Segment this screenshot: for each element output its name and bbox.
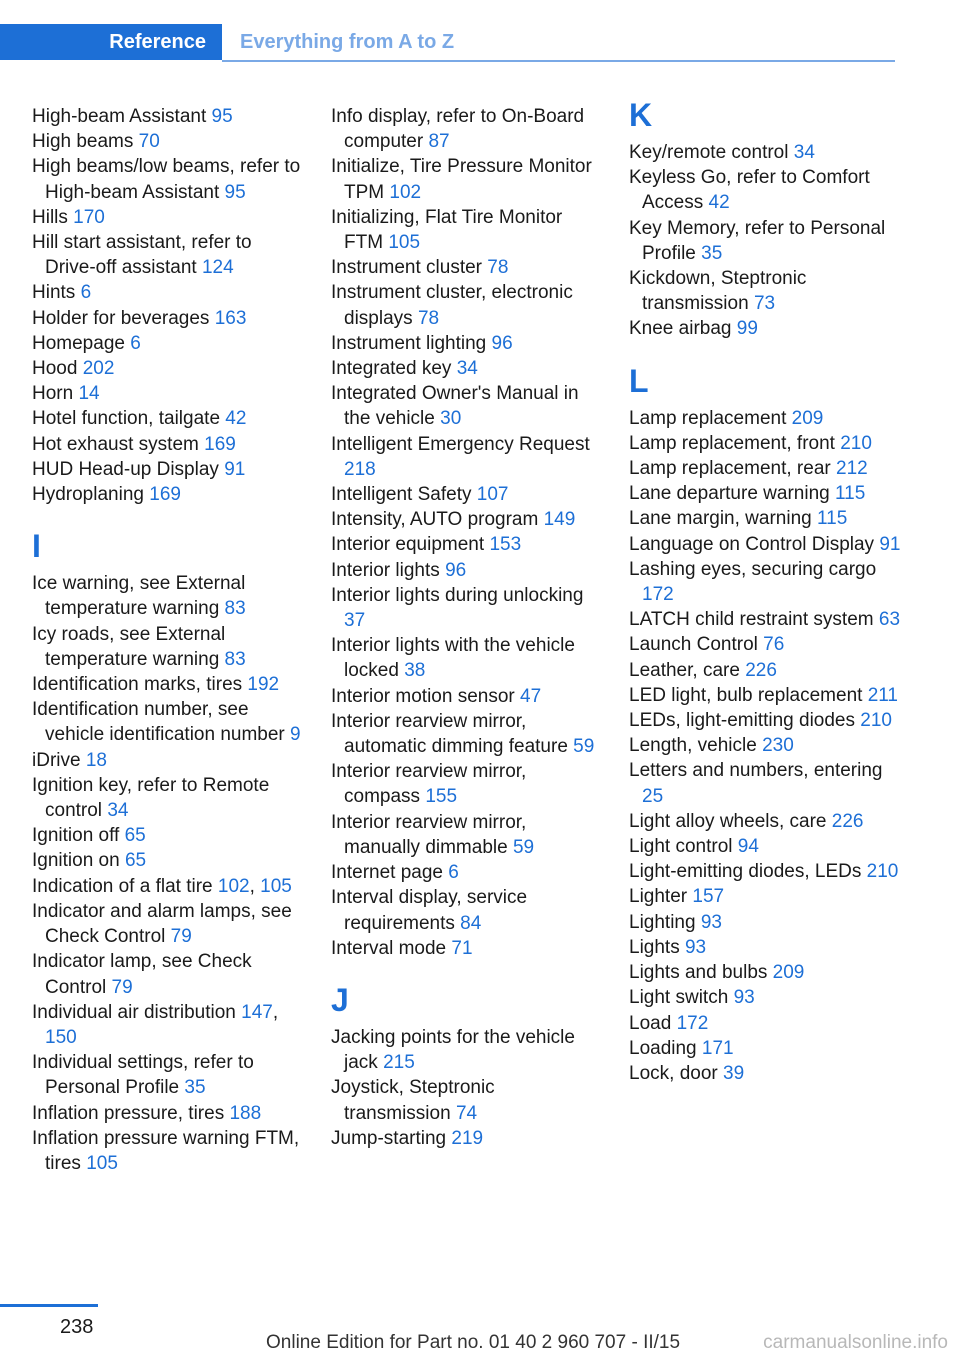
page-link[interactable]: 149 <box>543 509 576 531</box>
index-entry <box>629 316 901 341</box>
index-entry <box>331 633 603 683</box>
index-entry-term: Lamp replacement, rear <box>629 458 831 480</box>
index-entry-term: Lock, door <box>629 1062 718 1084</box>
index-entry <box>331 104 603 154</box>
index-letter-heading: I <box>32 528 41 565</box>
index-entry <box>331 205 603 255</box>
index-entry <box>32 1050 304 1100</box>
index-entry-term: Lighting <box>629 911 696 933</box>
index-entry-term: Hot exhaust system <box>32 433 199 455</box>
index-entry-term: High-beam Assistant <box>32 106 207 127</box>
page-link[interactable]: 210 <box>866 861 899 883</box>
index-entry <box>331 684 603 709</box>
page-link[interactable]: 79 <box>111 976 133 998</box>
index-entry <box>32 230 304 280</box>
index-entry-term: Jump-starting <box>331 1127 447 1149</box>
index-entry-term: Icy roads, see External temperature warning <box>32 623 226 670</box>
index-entry-term: iDrive <box>32 749 81 771</box>
index-entry-term: Lights and bulbs <box>629 962 768 984</box>
page-link[interactable]: 96 <box>491 332 513 354</box>
page-link[interactable]: 34 <box>107 800 129 822</box>
index-entry-term: Indicator lamp, see Check Control <box>32 951 252 998</box>
index-entry <box>32 432 304 457</box>
index-entry <box>629 884 901 909</box>
index-entry-term: Interior motion sensor <box>331 685 515 707</box>
page-link[interactable]: 107 <box>476 484 509 506</box>
index-entry <box>331 936 603 961</box>
index-entry-term: Light switch <box>629 987 729 1009</box>
index-entry-term: Load <box>629 1012 672 1034</box>
index-entry-term: Hills <box>32 206 68 228</box>
page-link[interactable]: 65 <box>124 825 146 847</box>
index-entry: Indication of a flat tire 102, 105 <box>32 875 292 897</box>
index-entry <box>331 154 603 204</box>
index-entry <box>32 356 304 381</box>
footer-rule <box>0 1304 98 1307</box>
index-entry-term: High beams/low beams, refer to High-beam Assistant <box>32 156 301 203</box>
page-link[interactable]: 95 <box>224 181 246 203</box>
index-entry-term: Language on Control Display <box>629 533 875 555</box>
page-link[interactable]: 34 <box>793 142 815 163</box>
page-link[interactable]: 59 <box>512 836 535 858</box>
page-link[interactable]: 6 <box>80 282 92 304</box>
page-link[interactable]: 95 <box>211 106 233 127</box>
index-entry-term: Interior lights with the vehicle locked <box>331 635 575 682</box>
index-entry <box>629 140 901 165</box>
index-entry-term: Hotel function, tailgate <box>32 408 221 430</box>
page-link[interactable]: 172 <box>642 584 674 606</box>
page-link[interactable]: 59 <box>573 736 595 758</box>
page-link[interactable]: 78 <box>487 257 509 279</box>
index-column-1 <box>32 104 304 1176</box>
index-entry-term: Indicator and alarm lamps, see Check Control <box>32 900 292 948</box>
index-entry <box>331 709 603 759</box>
index-entry <box>32 748 304 773</box>
header-rule <box>222 60 895 62</box>
index-entry-term: Instrument cluster, electronic displays <box>331 282 573 329</box>
index-entry <box>629 406 901 431</box>
page-number: 238 <box>60 1316 94 1338</box>
chapter-title: Everything from A to Z <box>240 30 455 53</box>
page-link[interactable]: 76 <box>763 634 785 656</box>
page-link[interactable]: 212 <box>836 458 868 480</box>
page-link[interactable]: 84 <box>460 912 482 934</box>
page-link[interactable]: 209 <box>772 962 805 984</box>
index-entry <box>32 823 304 848</box>
index-entry-term: Hydroplaning <box>32 484 144 506</box>
index-entry-term: Inflation pressure warning FTM, tires <box>32 1127 300 1174</box>
index-entry-term: LED light, bulb replacement <box>629 684 863 706</box>
page-link[interactable]: 71 <box>451 937 473 959</box>
index-entry-term: Instrument lighting <box>331 332 487 354</box>
index-entry <box>331 280 603 330</box>
index-entry-term: Lane margin, warning <box>629 508 812 530</box>
index-entry <box>629 758 901 808</box>
page-link[interactable]: 230 <box>762 735 794 757</box>
index-entry <box>32 1126 304 1176</box>
index-entry <box>331 1126 603 1151</box>
index-entry-term: Ignition off <box>32 825 120 847</box>
index-entry <box>331 1025 603 1075</box>
index-letter-heading: L <box>629 362 649 399</box>
page-link[interactable]: 102 <box>389 181 422 203</box>
page-link[interactable]: 209 <box>791 407 824 429</box>
page-link[interactable]: 18 <box>85 749 107 771</box>
index-entry-term: Keyless Go, refer to Comfort Access <box>629 167 870 214</box>
index-entry <box>32 205 304 230</box>
index-entry-term: Internet page <box>331 862 443 884</box>
index-entry-term: Ignition key, refer to Remote control <box>32 774 270 822</box>
index-entry-term: Key Memory, refer to Personal Profile <box>629 217 886 264</box>
page-link[interactable]: 202 <box>82 358 115 380</box>
index-entry <box>331 810 603 860</box>
page-link[interactable]: 94 <box>737 836 759 858</box>
page-link[interactable]: 157 <box>692 886 725 908</box>
page-link[interactable]: 38 <box>404 660 426 682</box>
index-entry-term: Identification number, see vehicle identification number <box>32 699 285 746</box>
index-entry <box>32 381 304 406</box>
page-link[interactable]: 74 <box>455 1102 478 1124</box>
index-entry <box>629 431 901 456</box>
index-entry <box>32 622 304 672</box>
index-entry-term: Kickdown, Steptronic transmission <box>629 268 807 315</box>
edition-text: Online Edition for Part no. 01 40 2 960 707 - II/15 <box>266 1332 681 1353</box>
index-entry-term: Lighter <box>629 886 688 908</box>
index-entry <box>331 432 603 482</box>
index-entry <box>32 280 304 305</box>
page-link[interactable]: 226 <box>745 659 777 681</box>
index-entry-term: Individual settings, refer to Personal Profile <box>32 1052 254 1099</box>
page-link[interactable]: 65 <box>124 850 147 872</box>
index-entry-term: Interval mode <box>331 937 447 959</box>
index-entry <box>629 708 901 733</box>
page-link[interactable]: 99 <box>736 318 758 340</box>
index-entry-term: Holder for beverages <box>32 307 210 329</box>
index-entry <box>629 557 901 607</box>
index-entry <box>629 960 901 985</box>
page-link[interactable]: 105 <box>260 875 292 897</box>
index-entry <box>629 1011 901 1036</box>
index-entry-term: LATCH child restraint system <box>629 609 874 631</box>
index-entry-term: Interior lights during unlocking <box>331 584 584 606</box>
page-link[interactable]: 35 <box>701 242 723 264</box>
index-letter-heading: J <box>331 981 349 1018</box>
page-link[interactable]: 115 <box>834 483 866 505</box>
index-entry <box>32 306 304 331</box>
page-link[interactable]: 171 <box>701 1037 734 1059</box>
index-entry-term: Lights <box>629 936 680 958</box>
index-entry-term: Lashing eyes, securing cargo <box>629 558 877 580</box>
index-entry <box>32 129 304 154</box>
index-entry <box>32 672 304 697</box>
index-entry <box>32 406 304 431</box>
index-entry <box>331 331 603 356</box>
index-entry-term: Launch Control <box>629 634 758 656</box>
index-entry-term: Initializing, Flat Tire Monitor FTM <box>331 206 563 254</box>
index-entry <box>629 910 901 935</box>
page-link[interactable]: 218 <box>344 458 376 480</box>
index-entry-term: Intelligent Emergency Request <box>331 433 590 455</box>
index-entry <box>629 216 901 266</box>
page-link[interactable]: 70 <box>138 131 160 153</box>
page-link[interactable]: 73 <box>753 293 776 315</box>
index-entry-term: Key/remote control <box>629 142 789 163</box>
index-entry-term: HUD Head-up Display <box>32 458 219 480</box>
index-entry: Individual air distribution 147, 150 <box>32 1001 279 1048</box>
page-header <box>0 24 895 62</box>
index-entry-term: Instrument cluster <box>331 257 482 279</box>
index-entry-term: Loading <box>629 1037 697 1059</box>
index-entry-term: Indication of a flat tire <box>32 875 213 897</box>
index-entry-term: Homepage <box>32 332 125 354</box>
index-entry-term: Leather, care <box>629 659 740 681</box>
page-link[interactable]: 172 <box>676 1012 709 1034</box>
page-link[interactable]: 63 <box>878 609 901 631</box>
index-entry <box>629 859 901 884</box>
page-link[interactable]: 83 <box>224 598 246 620</box>
index-entry <box>32 848 304 873</box>
index-entry-term: Intelligent Safety <box>331 484 472 506</box>
page-link[interactable]: 102 <box>217 875 250 897</box>
index-entry-term: Hints <box>32 282 76 304</box>
index-entry <box>331 356 603 381</box>
index-entry-term: Integrated Owner's Manual in the vehicle <box>331 383 579 430</box>
page-link[interactable]: 188 <box>229 1102 262 1124</box>
page-link[interactable]: 87 <box>428 131 450 153</box>
index-entry <box>629 165 901 215</box>
index-entry <box>629 733 901 758</box>
index-entry-term: Interior rearview mirror, manually dimmable <box>331 811 527 858</box>
page-link[interactable]: 215 <box>383 1052 415 1074</box>
index-entry-term: Jacking points for the vehicle jack <box>331 1026 575 1074</box>
index-entry-term: Light alloy wheels, care <box>629 810 827 832</box>
index-entry-term: Lamp replacement <box>629 407 787 429</box>
index-entry <box>331 759 603 809</box>
index-entry <box>629 809 901 834</box>
section-tab[interactable]: Reference <box>0 24 222 60</box>
index-entry-term: Length, vehicle <box>629 735 757 757</box>
index-entry-term: Horn <box>32 383 74 405</box>
index-entry-term: Light control <box>629 836 733 858</box>
index-entry <box>32 773 304 823</box>
index-entry <box>32 899 304 949</box>
index-entry-term: Ignition on <box>32 850 120 872</box>
index-entry-term: Hill start assistant, refer to Drive-off assistant <box>32 232 252 279</box>
page-link[interactable]: 115 <box>817 508 848 530</box>
index-entry-term: Intensity, AUTO program <box>331 509 539 531</box>
index-entry <box>32 104 304 129</box>
index-entry-term: Integrated key <box>331 358 452 380</box>
watermark: carmanualsonline.info <box>763 1332 948 1353</box>
page-link[interactable]: 42 <box>225 408 247 430</box>
index-entry <box>629 266 901 316</box>
index-entry-term: Interior rearview mirror, compass <box>331 761 527 808</box>
index-entry-term: Initialize, Tire Pressure Monitor TPM <box>331 156 592 203</box>
index-entry-term: Knee airbag <box>629 318 732 340</box>
index-entry-term: Info display, refer to On-Board computer <box>331 106 585 153</box>
index-entry <box>331 885 603 935</box>
index-entry-term: Interior rearview mirror, automatic dimming feature <box>331 710 568 758</box>
index-entry <box>331 1075 603 1125</box>
index-entry <box>629 834 901 859</box>
index-entry <box>331 558 603 583</box>
page-link[interactable]: 211 <box>867 684 898 706</box>
page-link[interactable]: 93 <box>700 911 722 933</box>
index-entry-term: Lane departure warning <box>629 483 830 505</box>
page-link[interactable]: 9 <box>290 724 301 746</box>
page-link[interactable]: 219 <box>451 1127 484 1149</box>
page-link[interactable]: 105 <box>388 232 421 254</box>
index-entry <box>629 532 901 557</box>
index-entry-term: Interior lights <box>331 559 440 581</box>
page-link[interactable]: 39 <box>723 1062 745 1084</box>
index-entry <box>32 331 304 356</box>
page-link[interactable]: 34 <box>456 358 478 380</box>
index-entry <box>331 255 603 280</box>
page-link[interactable]: 25 <box>642 785 664 807</box>
index-entry <box>331 532 603 557</box>
index-column-2 <box>331 104 603 1151</box>
page-link[interactable]: 78 <box>417 307 440 329</box>
page-link[interactable]: 226 <box>831 810 864 832</box>
index-entry-term: Joystick, Steptronic transmission <box>331 1077 495 1124</box>
index-entry <box>629 658 901 683</box>
page-link[interactable]: 93 <box>684 936 707 958</box>
page-link[interactable]: 35 <box>184 1077 206 1099</box>
index-entry <box>629 607 901 632</box>
index-entry-term: Interval display, service requirements <box>331 887 528 934</box>
index-entry <box>32 697 304 747</box>
index-entry <box>32 571 304 621</box>
index-entry-term: Ice warning, see External temperature warning <box>32 573 246 620</box>
index-entry <box>629 506 901 531</box>
page-link[interactable]: 210 <box>860 710 892 732</box>
index-entry <box>629 935 901 960</box>
page-link[interactable]: 42 <box>708 192 730 214</box>
index-entry <box>629 1061 901 1086</box>
page-link[interactable]: 105 <box>86 1152 118 1174</box>
index-entry <box>32 482 304 507</box>
page-link[interactable]: 170 <box>73 206 105 228</box>
index-entry <box>629 632 901 657</box>
page-link[interactable]: 96 <box>445 559 467 581</box>
index-entry <box>629 985 901 1010</box>
index-entry <box>331 860 603 885</box>
index-entry-term: Lamp replacement, front <box>629 432 835 454</box>
index-entry-term: Light-emitting diodes, LEDs <box>629 861 862 883</box>
index-column-3 <box>629 97 901 1086</box>
index-entry <box>32 154 304 204</box>
page-link[interactable]: 6 <box>448 862 459 884</box>
index-entry <box>331 482 603 507</box>
page-link[interactable]: 169 <box>204 433 236 455</box>
index-entry-term: Individual air distribution <box>32 1001 236 1023</box>
index-entry-term: Inflation pressure, tires <box>32 1102 225 1124</box>
index-entry <box>629 456 901 481</box>
index-entry <box>331 381 603 431</box>
page-link[interactable]: 93 <box>733 987 755 1009</box>
index-entry <box>629 683 901 708</box>
page-link[interactable]: 192 <box>247 674 280 696</box>
page-link[interactable]: 153 <box>489 534 522 556</box>
index-entry <box>629 1036 901 1061</box>
page-link[interactable]: 91 <box>879 533 901 555</box>
page-link[interactable]: 91 <box>224 458 246 480</box>
index-entry <box>32 1101 304 1126</box>
page-link[interactable]: 155 <box>425 786 458 808</box>
page-link[interactable]: 147 <box>241 1001 273 1023</box>
page-link[interactable]: 124 <box>201 257 234 279</box>
index-entry-term: LEDs, light-emitting diodes <box>629 710 855 732</box>
index-entry <box>331 507 603 532</box>
page-link[interactable]: 47 <box>520 685 542 707</box>
page-link[interactable]: 14 <box>78 383 100 405</box>
index-entry-term: High beams <box>32 131 134 153</box>
page-link[interactable]: 169 <box>149 484 181 506</box>
index-entry <box>32 949 304 999</box>
page-link[interactable]: 37 <box>344 610 366 632</box>
page-link[interactable]: 150 <box>45 1026 77 1048</box>
index-entry-term: Hood <box>32 358 78 380</box>
page-link[interactable]: 79 <box>170 926 192 948</box>
index-letter-heading: K <box>629 97 653 133</box>
index-entry-term: Identification marks, tires <box>32 674 243 696</box>
index-entry <box>331 583 603 633</box>
index-entry <box>32 457 304 482</box>
index-entry-term: Interior equipment <box>331 534 485 556</box>
page-link[interactable]: 210 <box>840 432 872 454</box>
index-entry-term: Letters and numbers, entering <box>629 760 883 782</box>
index-entry <box>629 481 901 506</box>
page-link[interactable]: 83 <box>224 648 246 670</box>
page-link[interactable]: 163 <box>214 307 247 329</box>
page-link[interactable]: 30 <box>440 408 462 430</box>
page-link[interactable]: 6 <box>130 332 141 354</box>
